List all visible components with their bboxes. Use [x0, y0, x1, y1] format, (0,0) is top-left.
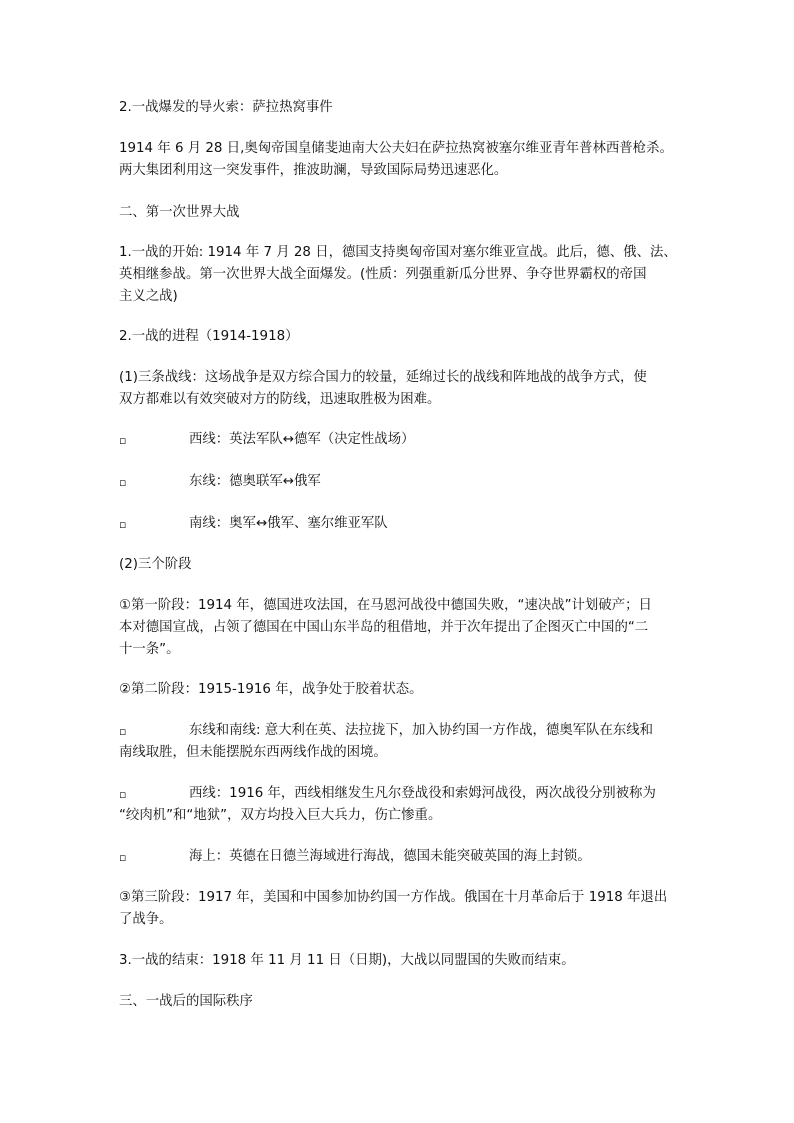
- heading-sarajevo-incident: 2.一战爆发的导火索：萨拉热窝事件: [119, 100, 333, 115]
- paragraph-war-end: 3.一战的结束：1918 年 11 月 11 日（日期)，大战以同盟国的失败而结束。: [119, 953, 575, 968]
- paragraph-line: 1.一战的开始: 1914 年 7 月 28 日，德国支持奥匈帝国对塞尔维亚宣战。此后，德、俄、法、: [119, 245, 677, 260]
- item-stage2-east-south: 东线和南线: 意大利在英、法拉拢下，加入协约国一方作战，德奥军队在东线和 南线取胜，但未能摆脱东西两线作战的困境。: [119, 723, 654, 760]
- paragraph-line: ③第三阶段：1917 年，美国和中国参加协约国一方作战。俄国在十月革命后于 1918 年退出: [119, 890, 668, 905]
- heading-war-progress: 2.一战的进程（1914-1918）: [119, 329, 299, 344]
- item-eastern-front: 东线：德奥联军↔俄军: [189, 474, 321, 489]
- paragraph-line: ①第一阶段：1914 年，德国进攻法国，在马恩河战役中德国失败，“速决战”计划破产；日: [119, 598, 652, 613]
- bullet-icon: ▫: [119, 476, 127, 489]
- heading-ww1: 二、第一次世界大战: [119, 205, 240, 220]
- paragraph-line: 主义之战): [119, 289, 178, 304]
- item-stage2-west: 西线：1916 年，西线相继发生凡尔登战役和索姆河战役，两次战役分别被称为 “绞肉机”和“地狱”，双方均投入巨大兵力，伤亡惨重。: [119, 786, 656, 823]
- item-stage2-sea: 海上：英德在日德兰海域进行海战，德国未能突破英国的海上封锁。: [189, 849, 591, 864]
- paragraph-war-start: [119, 242, 679, 308]
- paragraph-stage-2: ②第二阶段：1915-1916 年，战争处于胶着状态。: [119, 682, 423, 697]
- paragraph-line: 英相继参战。第一次世界大战全面爆发。(性质：列强重新瓜分世界、争夺世界霸权的帝国: [119, 267, 647, 282]
- heading-postwar-order: 三、一战后的国际秩序: [119, 994, 253, 1009]
- paragraph-line: 了战争。: [119, 912, 173, 927]
- paragraph-line: 两大集团利用这一突发事件，推波助澜，导致国际局势迅速恶化。: [119, 163, 508, 178]
- bullet-icon: ▫: [119, 788, 127, 801]
- paragraph-line: 1914 年 6 月 28 日,奥匈帝国皇储斐迪南大公夫妇在萨拉热窝被塞尔维亚青年普林西普枪杀。: [119, 141, 673, 156]
- paragraph-line: 本对德国宣战，占领了德国在中国山东半岛的租借地，并于次年提出了企图灭亡中国的“二: [119, 620, 649, 635]
- paragraph-stage-3: [119, 887, 679, 931]
- paragraph-line: (1)三条战线：这场战争是双方综合国力的较量，延绵过长的战线和阵地战的战争方式，使: [119, 370, 647, 385]
- bullet-icon: ▫: [119, 725, 127, 738]
- item-western-front: 西线：英法军队↔德军（决定性战场）: [189, 432, 415, 447]
- item-southern-front: 南线：奥军↔俄军、塞尔维亚军队: [189, 516, 388, 531]
- bullet-icon: ▫: [119, 434, 127, 447]
- paragraph-stage-1: [119, 595, 679, 661]
- paragraph-sarajevo-details: [119, 138, 679, 182]
- paragraph-three-fronts: [119, 367, 679, 411]
- paragraph-line: 双方都难以有效突破对方的防线，迅速取胜极为困难。: [119, 392, 441, 407]
- heading-three-stages: (2)三个阶段: [119, 557, 192, 572]
- paragraph-line: 十一条”。: [119, 642, 180, 657]
- bullet-icon: ▫: [119, 851, 127, 864]
- bullet-icon: ▫: [119, 518, 127, 531]
